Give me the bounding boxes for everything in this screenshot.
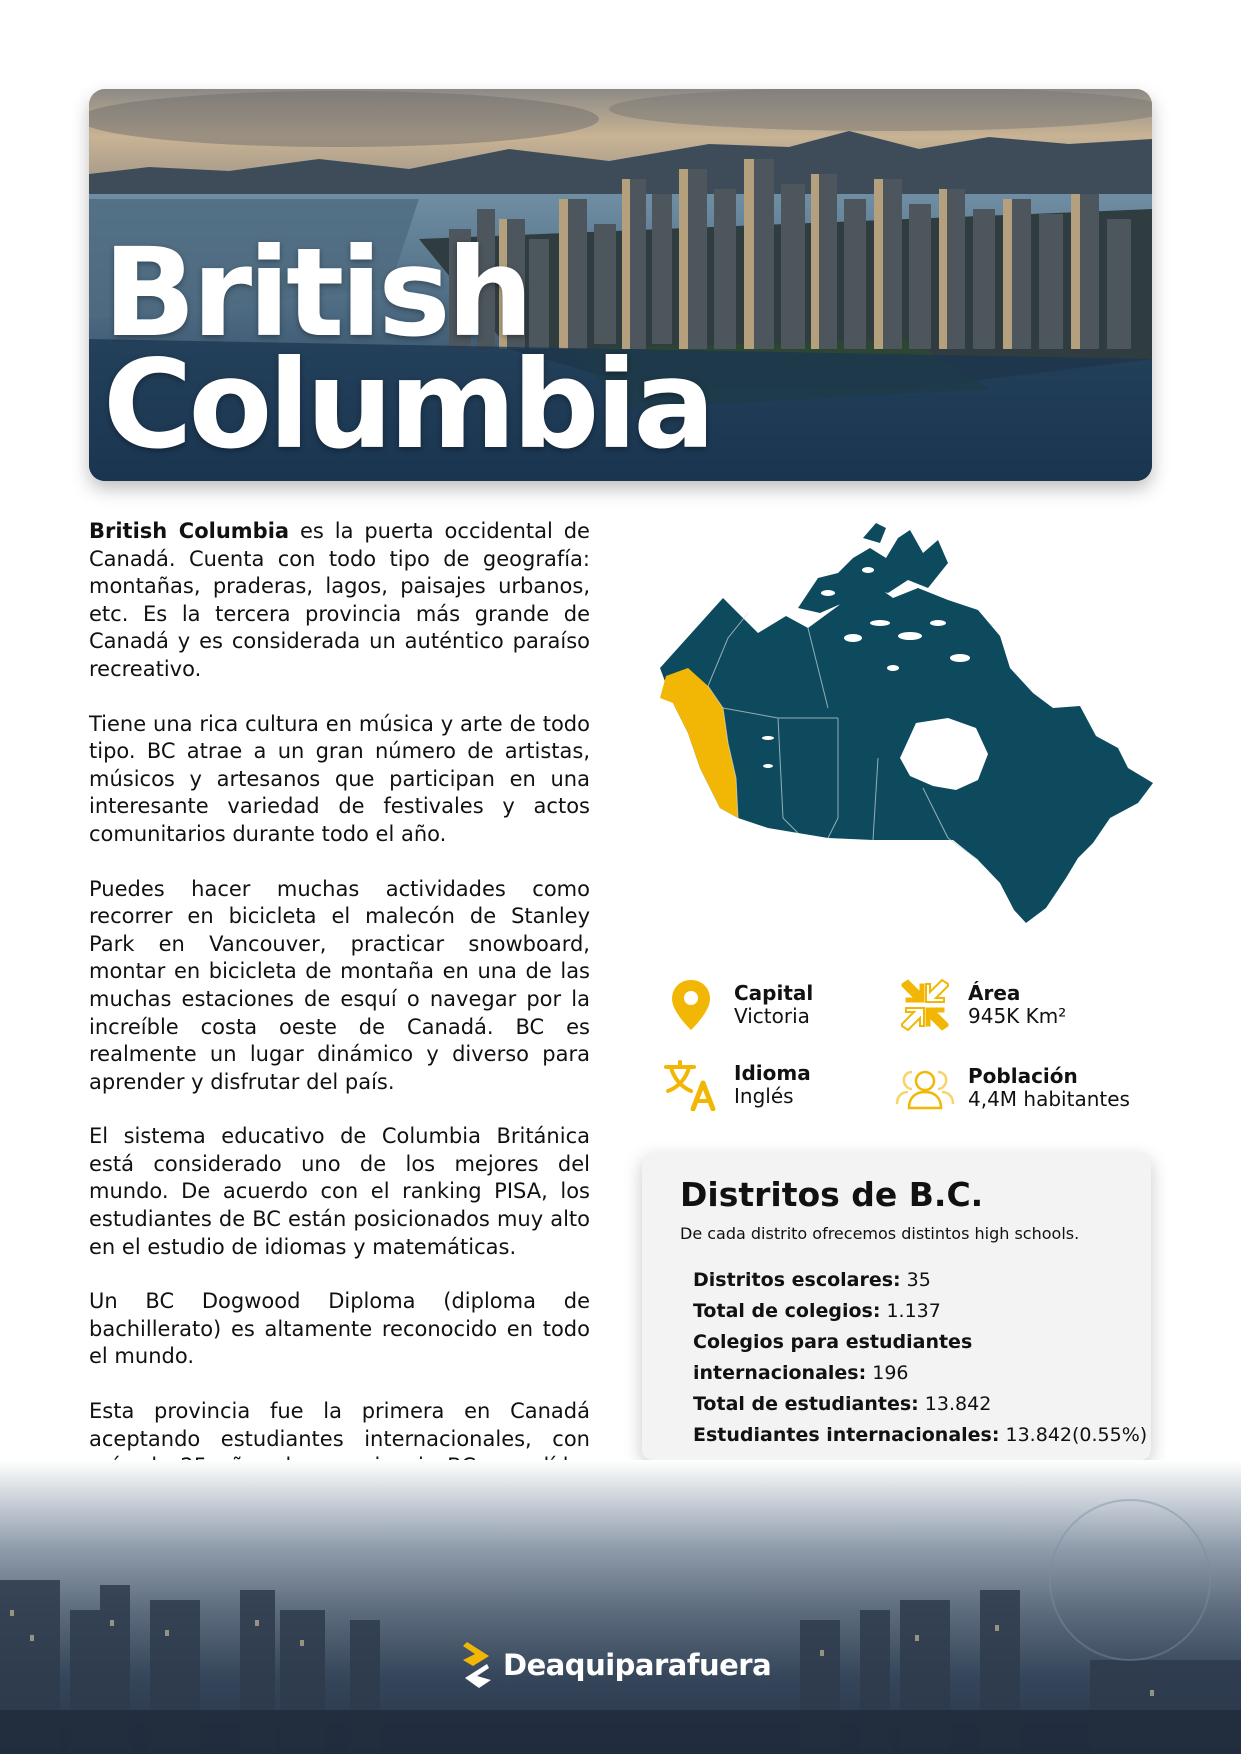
stat-label: Estudiantes internacionales: <box>693 1424 1000 1446</box>
brand-arrow-icon <box>459 1640 495 1690</box>
footer-cityscape <box>0 1460 1241 1754</box>
stat-label: Distritos escolares: <box>693 1269 901 1291</box>
fact-area-label: Área <box>968 981 1021 1005</box>
stat-value: 13.842 <box>918 1393 992 1415</box>
fact-capital <box>661 975 813 1035</box>
people-icon <box>895 1058 955 1118</box>
districts-stats-list <box>693 1265 1148 1451</box>
intro-paragraph-4: El sistema educativo de Columbia Británica está considerado uno de los mejores del mundo. De acuerdo con el ranking PISA, los estudiantes de BC están posicionados muy alto en el estudio de idiomas y matemáticas. <box>89 1124 590 1259</box>
fact-language-value: Inglés <box>734 1084 794 1108</box>
districts-card <box>642 1153 1151 1460</box>
stat-value: 13.842(0.55%) <box>999 1424 1148 1446</box>
canada-mainland <box>660 523 1153 923</box>
stat-value: 1.137 <box>880 1300 941 1322</box>
brand-logo-text: Deaquiparafuera <box>503 1648 772 1682</box>
fact-population-value: 4,4M habitantes <box>968 1087 1130 1111</box>
intro-paragraph-3: Puedes hacer muchas actividades como recorrer en bicicleta el malecón de Stanley Park en Vancouver, practicar snowboard, montar en bicicleta de montaña en una de las muchas estaciones de esquí o navegar por la increíble costa oeste de Canadá. BC es realmente un lugar dinámico y diverso para aprender y disfrutar del país. <box>89 876 590 1094</box>
fact-population <box>895 1058 1130 1118</box>
districts-subtitle: De cada distrito ofrecemos distintos high schools. <box>680 1224 1080 1243</box>
districts-title: Distritos de B.C. <box>680 1175 984 1214</box>
night-skyline-photo <box>0 1460 1241 1754</box>
stat-label: Total de estudiantes: <box>693 1393 919 1415</box>
fact-capital-label: Capital <box>734 981 814 1005</box>
stat-row <box>693 1358 1148 1389</box>
canada-map <box>648 518 1156 948</box>
title-line-1: British <box>103 222 530 364</box>
stat-row <box>693 1265 1148 1296</box>
title-line-2: Columbia <box>103 334 712 476</box>
stat-row <box>693 1420 1148 1451</box>
stat-value: 196 <box>866 1362 909 1384</box>
fact-area-value: 945K Km² <box>968 1004 1067 1028</box>
fact-area <box>895 975 1066 1035</box>
brand-logo[interactable] <box>459 1640 771 1690</box>
hero-banner <box>89 89 1152 481</box>
intro-paragraph-6: Esta provincia fue la primera en Canadá aceptando estudiantes internacionales, con <box>89 1399 590 1451</box>
fact-language-label: Idioma <box>734 1061 811 1085</box>
intro-text <box>89 518 590 1591</box>
intro-lead-bold: British Columbia <box>89 519 290 543</box>
fact-capital-value: Victoria <box>734 1004 810 1028</box>
stat-row <box>693 1296 1148 1327</box>
intro-paragraph-2: Tiene una rica cultura en música y arte de todo tipo. BC atrae a un gran número de artistas, músicos y artesanos que participan en una interesante variedad de festivales y actos comunitarios durante todo el año. <box>89 711 590 846</box>
stat-row <box>693 1389 1148 1420</box>
canada-map-graphic <box>648 518 1156 948</box>
stat-row <box>693 1327 1148 1358</box>
fact-language <box>661 1055 811 1115</box>
fact-population-label: Población <box>968 1064 1078 1088</box>
intro-paragraph-1-text: es la puerta occidental de Canadá. Cuenta con todo tipo de geografía: montañas, praderas, lagos, paisajes urbanos, etc. Es la tercera provincia más grande de Canadá y es considerada un auténtico paraíso recreativo. <box>89 519 590 681</box>
page-title <box>103 222 712 476</box>
stat-label: Total de colegios: <box>693 1300 881 1322</box>
translate-icon <box>661 1055 721 1115</box>
stat-label: internacionales: <box>693 1362 867 1384</box>
stat-label: Colegios para estudiantes <box>693 1331 973 1353</box>
compress-arrows-icon <box>895 975 955 1035</box>
intro-paragraph-5: Un BC Dogwood Diploma (diploma de bachillerato) es altamente reconocido en todo el mundo. <box>89 1289 590 1369</box>
intro-paragraph-1 <box>89 518 590 684</box>
map-pin-icon <box>661 975 721 1035</box>
stat-value: 35 <box>900 1269 931 1291</box>
